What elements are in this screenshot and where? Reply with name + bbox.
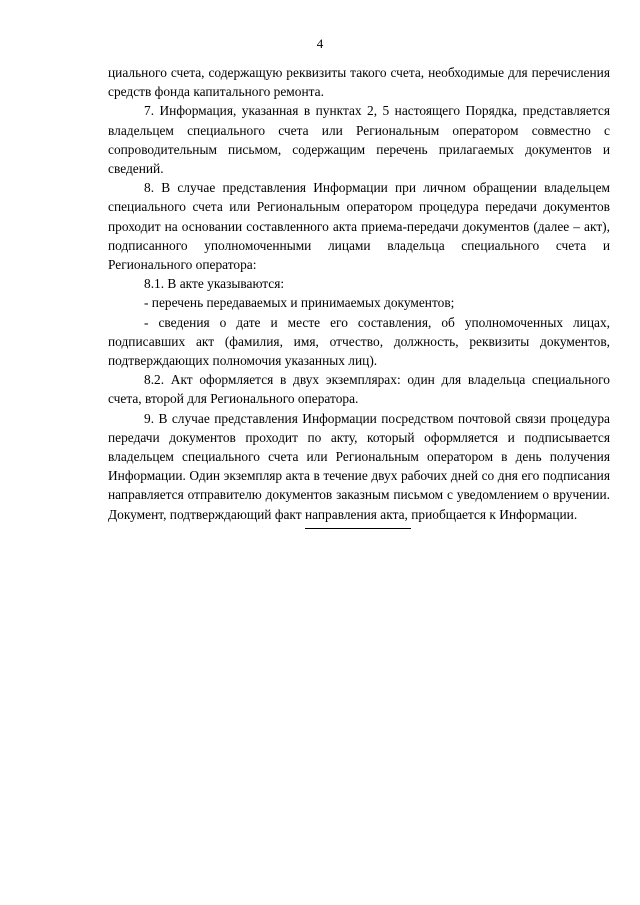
paragraph-8-2: 8.2. Акт оформляется в двух экземплярах: один для владельца специального счета, второй для Регионального оператора. [108,372,610,407]
page-number: 4 [316,36,324,51]
document-body [108,63,610,524]
list-item-details: - сведения о дате и месте его составления, об уполномоченных лицах, подписавших акт (фамилия, имя, отчество, должность, реквизиты документов, подтверждающих полномочия указанных лиц). [108,314,610,369]
paragraph-8: 8. В случае представления Информации при личном обращении владельцем специального счета или Региональным оператором процедура передачи документов проходит на основании составленного акта приема-передачи документов (далее – акт), подписанного уполномоченными лицами владельца специального счета и Регионального оператора: [108,180,610,273]
paragraph-8-1: 8.1. В акте указываются: [144,276,285,292]
end-divider-line [305,528,411,529]
list-item-documents: - перечень передаваемых и принимаемых документов; [144,295,455,311]
paragraph-9: 9. В случае представления Информации посредством почтовой связи процедура передачи документов проходит по акту, который оформляется и подписывается владельцем специального счета или Региональным оператором в день получения Информации. Один экземпляр акта в течение двух рабочих дней со дня его подписания направляется отправителю документов заказным письмом с уведомлением о вручении. Документ, подтверждающий факт направления акта, приобщается к Информации. [108,410,610,522]
paragraph-continuation: циального счета, содержащую реквизиты такого счета, необходимые для перечисления средств фонда капитального ремонта. [108,65,610,100]
paragraph-7: 7. Информация, указанная в пунктах 2, 5 настоящего Порядка, представляется владельцем специального счета или Региональным оператором совместно с сопроводительным письмом, содержащим перечень прилагаемых документов и сведений. [108,103,610,177]
